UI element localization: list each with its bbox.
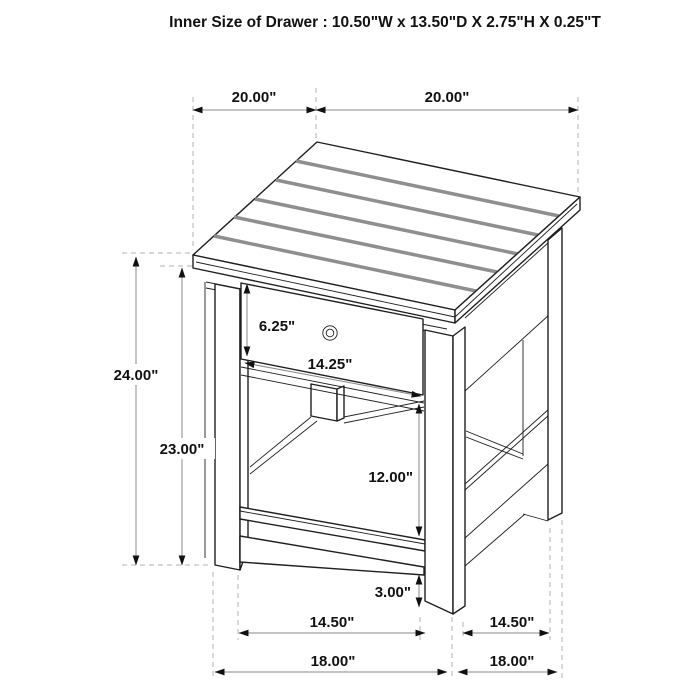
dim-label-drawer-width: 14.25": [307, 356, 353, 373]
front-leg: [425, 327, 465, 614]
left-leg: [215, 284, 240, 570]
dim-label-body-height: 23.00": [159, 441, 205, 458]
dim-label-shelf-clearance: 12.00": [368, 469, 413, 486]
dim-label-top-width-left: 20.00": [231, 89, 277, 106]
dim-label-inner-width-left: 14.50": [309, 614, 355, 631]
dim-label-inner-width-right: 14.50": [489, 614, 535, 631]
right-leg: [548, 228, 562, 520]
dim-label-overall-width-left: 18.00": [310, 653, 356, 670]
dim-label-overall-width-right: 18.00": [489, 653, 535, 670]
diagram-title: Inner Size of Drawer : 10.50"W x 13.50"D X 2.75"H X 0.25"T: [169, 14, 601, 31]
dim-label-top-width-right: 20.00": [424, 89, 470, 106]
dim-label-overall-height: 24.00": [113, 367, 159, 384]
dim-label-base-clearance: 3.00": [374, 584, 411, 601]
left-inner-rail: [250, 417, 317, 474]
right-inner-rail: [344, 401, 424, 423]
table-drawing: [193, 142, 580, 614]
dim-label-drawer-height: 6.25": [258, 318, 296, 335]
